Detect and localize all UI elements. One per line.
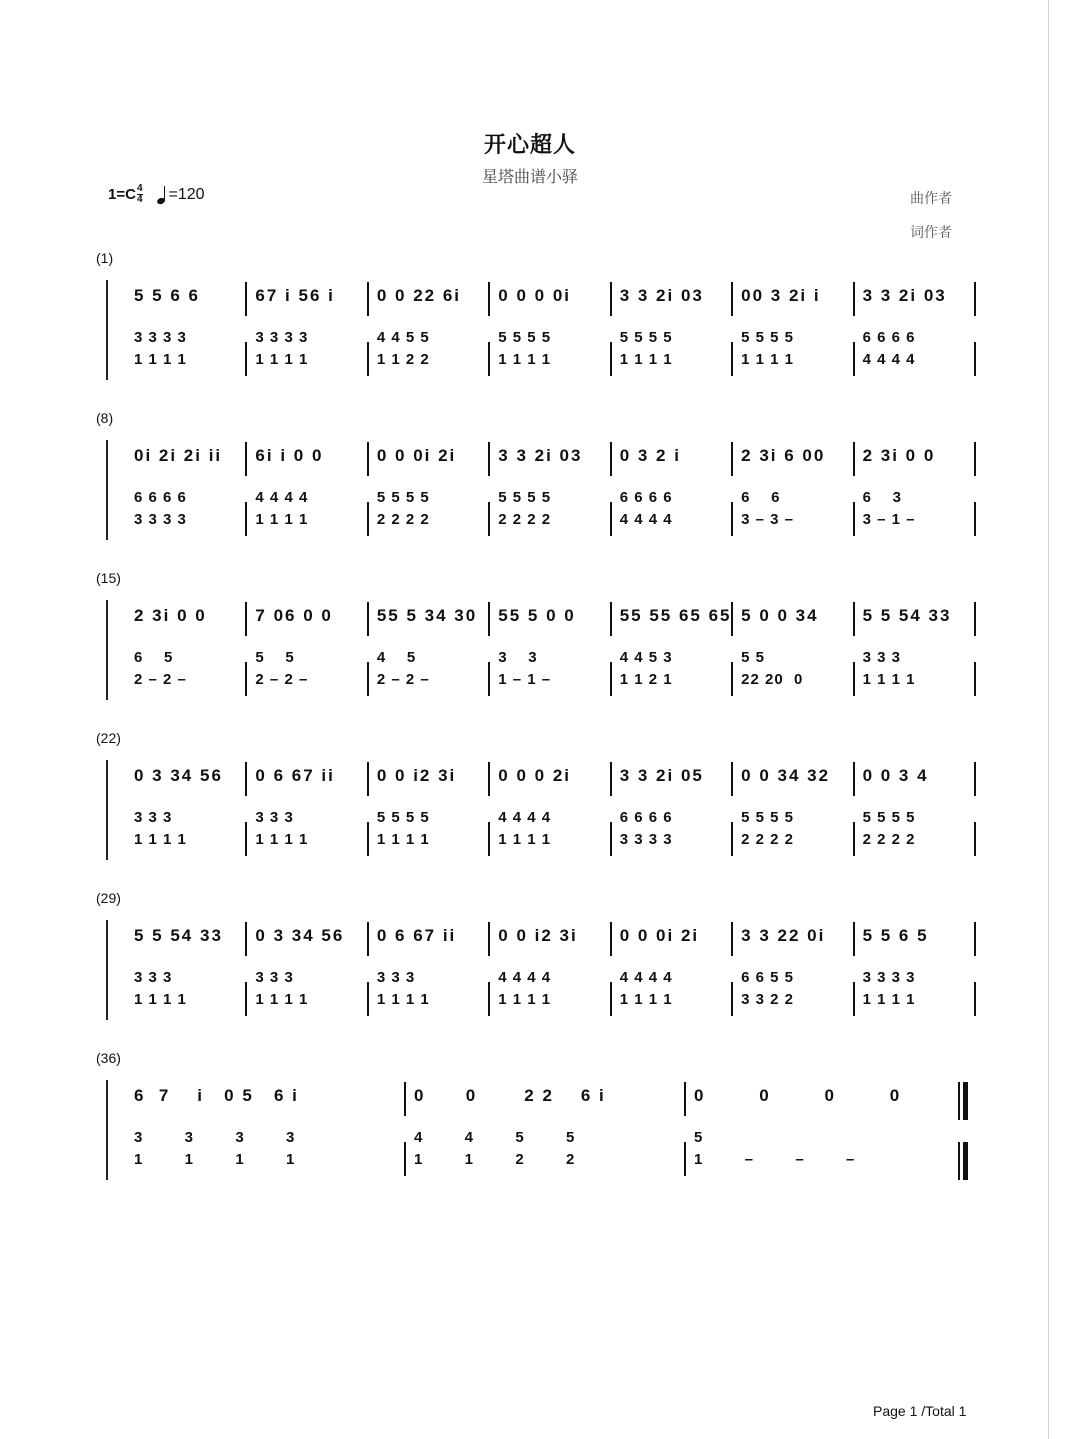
melody-measure: 3 3 22 0i xyxy=(741,926,826,945)
bar-line xyxy=(488,602,490,636)
bar-line xyxy=(245,762,247,796)
accompaniment-lower: 1 1 1 1 xyxy=(862,670,916,688)
bar-line xyxy=(245,922,247,956)
final-bar-thick xyxy=(963,1142,968,1180)
accompaniment-lower: 22 20 0 xyxy=(741,670,804,688)
bar-line xyxy=(245,662,247,696)
accompaniment-lower: 1 1 1 1 xyxy=(498,830,552,848)
melody-measure: 0 0 0i 2i xyxy=(376,446,457,465)
accompaniment-upper: 6 6 6 6 xyxy=(619,808,673,826)
accompaniment-lower: 1 1 1 1 xyxy=(862,990,916,1008)
bar-line xyxy=(610,982,612,1016)
melody-measure: 2 3i 6 00 xyxy=(741,446,826,465)
bar-line xyxy=(367,922,369,956)
bar-line xyxy=(367,602,369,636)
bar-line xyxy=(367,822,369,856)
bar-line xyxy=(853,662,855,696)
score-system xyxy=(96,570,986,720)
key-label: 1=C xyxy=(108,186,136,203)
time-bottom: 4 xyxy=(136,194,143,205)
bar-line xyxy=(367,502,369,536)
system-brace-line xyxy=(106,440,108,540)
bar-line xyxy=(974,282,976,316)
system-brace-line xyxy=(106,600,108,700)
final-bar-thick xyxy=(963,1082,968,1120)
melody-measure: 6 7 i 0 5 6 i xyxy=(134,1086,299,1105)
bar-line xyxy=(974,442,976,476)
bar-line xyxy=(488,982,490,1016)
bar-line xyxy=(610,662,612,696)
accompaniment-lower: 2 – 2 – xyxy=(134,670,187,688)
accompaniment-upper: 5 5 xyxy=(741,648,765,666)
accompaniment-lower: 2 2 2 2 xyxy=(862,830,916,848)
accompaniment-upper: 5 5 5 5 xyxy=(741,328,795,346)
bar-line xyxy=(404,1142,406,1176)
melody-measure: 7 06 0 0 xyxy=(255,606,333,625)
lyricist-label: 词作者 xyxy=(910,225,952,241)
melody-measure: 0 6 67 ii xyxy=(255,766,335,785)
bar-line xyxy=(853,822,855,856)
accompaniment-upper: 6 5 xyxy=(134,648,174,666)
system-brace-line xyxy=(106,280,108,380)
accompaniment-lower: 2 – 2 – xyxy=(255,670,309,688)
bar-line xyxy=(731,602,733,636)
accompaniment-upper: 5 5 xyxy=(255,648,295,666)
bar-line xyxy=(245,602,247,636)
measure-number: (1) xyxy=(96,250,114,266)
accompaniment-lower: 4 4 4 4 xyxy=(862,350,916,368)
accompaniment-lower: 1 1 1 1 xyxy=(376,990,430,1008)
tempo-value: =120 xyxy=(168,185,205,203)
accompaniment-upper: 4 4 5 5 xyxy=(376,328,430,346)
bar-line xyxy=(853,502,855,536)
accompaniment-upper: 6 6 6 6 xyxy=(619,488,673,506)
score-system xyxy=(96,730,986,880)
accompaniment-lower: 2 2 2 2 xyxy=(376,510,430,528)
final-bar-thin xyxy=(958,1142,960,1180)
bar-line xyxy=(974,502,976,536)
bar-line xyxy=(731,922,733,956)
system-brace-line xyxy=(106,1080,108,1180)
accompaniment-upper: 5 5 5 5 xyxy=(498,488,552,506)
bar-line xyxy=(245,822,247,856)
measure-number: (8) xyxy=(96,410,114,426)
accompaniment-upper: 3 3 3 3 xyxy=(134,1128,296,1146)
melody-measure: 0 0 i2 3i xyxy=(376,766,457,785)
accompaniment-lower: 1 1 2 2 xyxy=(376,350,430,368)
bar-line xyxy=(245,442,247,476)
melody-measure: 55 5 0 0 xyxy=(498,606,576,625)
accompaniment-lower: 1 1 1 1 xyxy=(255,990,309,1008)
melody-measure: 0 0 0i 2i xyxy=(619,926,700,945)
melody-measure: 5 5 6 5 xyxy=(862,926,929,945)
accompaniment-lower: 1 1 1 1 xyxy=(134,990,187,1008)
bar-line xyxy=(610,922,612,956)
accompaniment-upper: 3 3 3 xyxy=(255,808,294,826)
bar-line xyxy=(731,342,733,376)
tempo-marking xyxy=(157,186,205,204)
melody-measure: 0 3 34 56 xyxy=(255,926,345,945)
accompaniment-lower: 1 1 1 1 xyxy=(255,510,309,528)
accompaniment-lower: 2 – 2 – xyxy=(376,670,430,688)
bar-line xyxy=(367,762,369,796)
melody-measure: 0 0 0 0 xyxy=(694,1086,902,1105)
bar-line xyxy=(488,342,490,376)
score-system xyxy=(96,890,986,1040)
melody-measure: 3 3 2i 03 xyxy=(862,286,947,305)
accompaniment-upper: 3 3 3 xyxy=(255,968,294,986)
accompaniment-upper: 4 4 5 3 xyxy=(619,648,673,666)
bar-line xyxy=(245,342,247,376)
accompaniment-lower: 1 – – – xyxy=(694,1150,856,1168)
score-system xyxy=(96,1050,986,1200)
accompaniment-lower: 1 1 2 2 xyxy=(414,1150,576,1168)
accompaniment-upper: 6 3 xyxy=(862,488,902,506)
time-signature xyxy=(137,184,143,205)
bar-line xyxy=(367,662,369,696)
melody-measure: 0 0 34 32 xyxy=(741,766,831,785)
accompaniment-lower: 1 1 1 1 xyxy=(134,350,187,368)
accompaniment-upper: 3 3 3 xyxy=(376,968,416,986)
bar-line xyxy=(731,282,733,316)
bar-line xyxy=(245,282,247,316)
accompaniment-upper: 5 5 5 5 xyxy=(376,488,430,506)
bar-line xyxy=(610,442,612,476)
accompaniment-upper: 6 6 6 6 xyxy=(862,328,916,346)
accompaniment-upper: 5 5 5 5 xyxy=(376,808,430,826)
bar-line xyxy=(974,342,976,376)
accompaniment-lower: 1 – 1 – xyxy=(498,670,552,688)
accompaniment-lower: 3 3 3 3 xyxy=(619,830,673,848)
bar-line xyxy=(488,822,490,856)
accompaniment-lower: 1 1 1 1 xyxy=(741,350,795,368)
bar-line xyxy=(731,822,733,856)
bar-line xyxy=(853,982,855,1016)
bar-line xyxy=(974,762,976,796)
time-top: 4 xyxy=(136,183,143,194)
bar-line xyxy=(610,762,612,796)
accompaniment-lower: 3 – 1 – xyxy=(862,510,916,528)
bar-line xyxy=(853,342,855,376)
accompaniment-lower: 1 1 1 1 xyxy=(134,830,187,848)
melody-measure: 0 0 i2 3i xyxy=(498,926,578,945)
accompaniment-upper: 3 3 3 xyxy=(862,648,901,666)
accompaniment-upper: 3 3 3 3 xyxy=(862,968,916,986)
melody-measure: 55 55 65 65 xyxy=(619,606,732,625)
melody-measure: 5 5 6 6 xyxy=(134,286,200,305)
accompaniment-upper: 3 3 3 3 xyxy=(255,328,309,346)
composer-label: 曲作者 xyxy=(910,191,952,207)
melody-measure: 2 3i 0 0 xyxy=(862,446,936,465)
accompaniment-lower: 1 1 1 1 xyxy=(134,1150,296,1168)
melody-measure: 0 0 22 6i xyxy=(376,286,462,305)
bar-line xyxy=(974,822,976,856)
bar-line xyxy=(853,602,855,636)
bar-line xyxy=(610,822,612,856)
melody-measure: 0 6 67 ii xyxy=(376,926,457,945)
bar-line xyxy=(853,442,855,476)
melody-measure: 5 0 0 34 xyxy=(741,606,819,625)
accompaniment-upper: 6 6 xyxy=(741,488,781,506)
bar-line xyxy=(367,282,369,316)
accompaniment-lower: 2 2 2 2 xyxy=(741,830,795,848)
accompaniment-lower: 3 – 3 – xyxy=(741,510,795,528)
melody-measure: 0i 2i 2i ii xyxy=(134,446,223,465)
accompaniment-upper: 5 xyxy=(694,1128,704,1146)
bar-line xyxy=(853,922,855,956)
bar-line xyxy=(488,502,490,536)
melody-measure: 3 3 2i 03 xyxy=(619,286,704,305)
bar-line xyxy=(245,982,247,1016)
score-subtitle: 星塔曲谱小驿 xyxy=(481,167,578,186)
bar-line xyxy=(684,1082,686,1116)
measure-number: (29) xyxy=(96,890,121,906)
accompaniment-upper: 5 5 5 5 xyxy=(741,808,795,826)
accompaniment-upper: 6 6 5 5 xyxy=(741,968,795,986)
melody-measure: 5 5 54 33 xyxy=(134,926,223,945)
accompaniment-lower: 1 1 1 1 xyxy=(498,990,552,1008)
accompaniment-lower: 4 4 4 4 xyxy=(619,510,673,528)
system-brace-line xyxy=(106,760,108,860)
bar-line xyxy=(974,662,976,696)
accompaniment-lower: 3 3 3 3 xyxy=(134,510,187,528)
bar-line xyxy=(731,982,733,1016)
bar-line xyxy=(731,442,733,476)
accompaniment-upper: 3 3 3 xyxy=(134,808,173,826)
bar-line xyxy=(488,282,490,316)
bar-line xyxy=(404,1082,406,1116)
accompaniment-upper: 3 3 3 xyxy=(134,968,173,986)
accompaniment-upper: 4 4 4 4 xyxy=(498,968,552,986)
bar-line xyxy=(974,982,976,1016)
bar-line xyxy=(684,1142,686,1176)
melody-measure: 00 3 2i i xyxy=(741,286,821,305)
bar-line xyxy=(731,762,733,796)
final-bar-thin xyxy=(958,1082,960,1120)
bar-line xyxy=(610,602,612,636)
melody-measure: 0 3 2 i xyxy=(619,446,681,465)
bar-line xyxy=(974,602,976,636)
accompaniment-upper: 5 5 5 5 xyxy=(498,328,552,346)
page-footer: Page 1 /Total 1 xyxy=(873,1403,967,1419)
accompaniment-lower: 1 1 1 1 xyxy=(498,350,552,368)
bar-line xyxy=(488,442,490,476)
accompaniment-lower: 1 1 1 1 xyxy=(619,350,673,368)
bar-line xyxy=(610,342,612,376)
measure-number: (15) xyxy=(96,570,121,586)
accompaniment-upper: 6 6 6 6 xyxy=(134,488,187,506)
score-title: 开心超人 xyxy=(483,133,576,158)
bar-line xyxy=(731,502,733,536)
bar-line xyxy=(853,282,855,316)
measure-number: (22) xyxy=(96,730,121,746)
bar-line xyxy=(731,662,733,696)
accompaniment-lower: 1 1 1 1 xyxy=(255,830,309,848)
accompaniment-upper: 5 5 5 5 xyxy=(862,808,916,826)
score-system xyxy=(96,250,986,400)
melody-measure: 0 0 0 0i xyxy=(498,286,571,305)
bar-line xyxy=(610,502,612,536)
bar-line xyxy=(488,662,490,696)
accompaniment-upper: 5 5 5 5 xyxy=(619,328,673,346)
melody-measure: 0 3 34 56 xyxy=(134,766,223,785)
accompaniment-upper: 4 4 5 5 xyxy=(414,1128,576,1146)
page-edge-line xyxy=(1048,0,1049,1439)
melody-measure: 0 0 2 2 6 i xyxy=(414,1086,606,1105)
score-system xyxy=(96,410,986,560)
bar-line xyxy=(488,922,490,956)
melody-measure: 3 3 2i 03 xyxy=(498,446,583,465)
accompaniment-upper: 4 4 4 4 xyxy=(255,488,309,506)
bar-line xyxy=(488,762,490,796)
bar-line xyxy=(974,922,976,956)
accompaniment-upper: 4 5 xyxy=(376,648,417,666)
melody-measure: 55 5 34 30 xyxy=(376,606,478,625)
bar-line xyxy=(367,982,369,1016)
melody-measure: 2 3i 0 0 xyxy=(134,606,207,625)
bar-line xyxy=(853,762,855,796)
melody-measure: 67 i 56 i xyxy=(255,286,335,305)
bar-line xyxy=(367,342,369,376)
accompaniment-lower: 1 1 1 1 xyxy=(255,350,309,368)
bar-line xyxy=(367,442,369,476)
bar-line xyxy=(245,502,247,536)
accompaniment-upper: 3 3 xyxy=(498,648,538,666)
melody-measure: 3 3 2i 05 xyxy=(619,766,704,785)
system-brace-line xyxy=(106,920,108,1020)
melody-measure: 6i i 0 0 xyxy=(255,446,324,465)
measure-number: (36) xyxy=(96,1050,121,1066)
quarter-note-icon xyxy=(157,186,167,204)
melody-measure: 5 5 54 33 xyxy=(862,606,952,625)
accompaniment-lower: 1 1 1 1 xyxy=(619,990,673,1008)
key-signature xyxy=(108,184,205,205)
accompaniment-lower: 2 2 2 2 xyxy=(498,510,552,528)
accompaniment-upper: 4 4 4 4 xyxy=(498,808,552,826)
melody-measure: 0 0 0 2i xyxy=(498,766,571,785)
accompaniment-lower: 1 1 2 1 xyxy=(619,670,673,688)
accompaniment-lower: 1 1 1 1 xyxy=(376,830,430,848)
melody-measure: 0 0 3 4 xyxy=(862,766,929,785)
bar-line xyxy=(610,282,612,316)
accompaniment-lower: 3 3 2 2 xyxy=(741,990,795,1008)
accompaniment-upper: 4 4 4 4 xyxy=(619,968,673,986)
accompaniment-upper: 3 3 3 3 xyxy=(134,328,187,346)
